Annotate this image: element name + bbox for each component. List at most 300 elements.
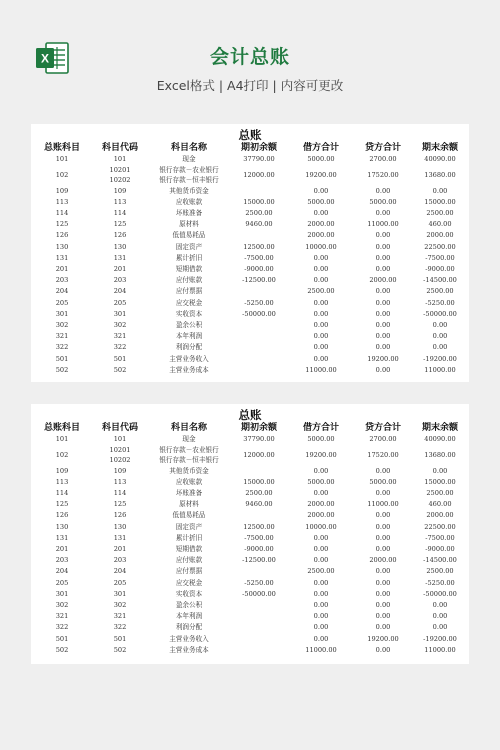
sub-account-name: 盈余公积 — [175, 321, 203, 330]
sub-account-name: 应交税金 — [175, 578, 203, 587]
closing-balance-cell: -7500.00 — [425, 253, 455, 262]
column-header-name: 科目名称 — [170, 423, 207, 433]
sub-account-name: 应收账款 — [175, 477, 203, 486]
credit-total-cell: 0.00 — [375, 332, 391, 341]
sub-account-name: 其他货币资金 — [169, 466, 209, 475]
code-cell — [91, 342, 149, 353]
name-cell — [149, 286, 229, 297]
debit-total-cell: 0.00 — [313, 612, 329, 621]
sub-account-name: 银行存款－农业银行 — [159, 166, 219, 175]
column-header-debit-total: 借方合计 — [302, 423, 339, 433]
code-cell — [91, 522, 149, 533]
debit-total-cell: 0.00 — [313, 556, 329, 565]
opening-balance-cell: 15000.00 — [243, 477, 275, 486]
name-cell — [149, 555, 229, 566]
sub-account-code: 201 — [113, 545, 127, 553]
debit-total-cell: 0.00 — [313, 321, 329, 330]
table-row — [33, 555, 467, 566]
name-cell — [149, 331, 229, 342]
name-cell — [149, 165, 229, 185]
account-cell: 113 — [55, 197, 69, 206]
sub-account-code: 10201 — [109, 446, 131, 455]
column-header-closing-balance: 期末余额 — [421, 423, 458, 433]
closing-balance-cell: -7500.00 — [425, 533, 455, 542]
name-cell — [149, 622, 229, 633]
account-cell: 302 — [55, 601, 69, 610]
name-cell — [149, 477, 229, 488]
opening-balance-cell — [229, 320, 289, 331]
column-header-account: 总账科目 — [43, 143, 80, 153]
sub-account-code: 101 — [113, 435, 127, 443]
name-cell — [149, 365, 229, 376]
table-row — [33, 165, 467, 185]
sub-account-code: 502 — [113, 645, 127, 654]
debit-total-cell: 2000.00 — [307, 220, 335, 229]
debit-total-cell: 10000.00 — [305, 242, 337, 251]
sub-account-name: 盈余公积 — [175, 601, 203, 610]
code-cell — [91, 634, 149, 645]
name-cell — [149, 566, 229, 577]
name-cell — [149, 275, 229, 286]
opening-balance-cell: -9000.00 — [244, 265, 274, 273]
sub-account-code: 131 — [113, 253, 127, 262]
sub-account-code: 502 — [113, 365, 127, 374]
credit-total-cell: 2700.00 — [369, 155, 397, 163]
table-row — [33, 445, 467, 465]
table-row — [33, 208, 467, 219]
credit-total-cell: 0.00 — [375, 645, 391, 654]
code-cell — [91, 589, 149, 600]
sub-account-name: 应付票据 — [175, 567, 203, 576]
sub-account-name: 低值易耗品 — [172, 511, 206, 520]
credit-total-cell: 0.00 — [375, 488, 391, 497]
sub-account-code: 501 — [113, 634, 127, 643]
name-cell — [149, 488, 229, 499]
credit-total-cell: 2700.00 — [369, 435, 397, 443]
code-cell — [91, 555, 149, 566]
account-cell: 201 — [55, 265, 69, 273]
opening-balance-cell: 9460.00 — [245, 220, 273, 229]
sub-account-name: 现金 — [182, 155, 196, 163]
closing-balance-cell: 2000.00 — [426, 511, 454, 520]
code-cell — [91, 622, 149, 633]
debit-total-cell: 2500.00 — [307, 567, 335, 576]
closing-balance-cell: 0.00 — [432, 332, 448, 341]
table-row — [33, 488, 467, 499]
opening-balance-cell — [229, 365, 289, 376]
credit-total-cell: 0.00 — [375, 343, 391, 352]
credit-total-cell: 0.00 — [375, 623, 391, 632]
code-cell — [91, 533, 149, 544]
table-row — [33, 354, 467, 365]
name-cell — [149, 589, 229, 600]
closing-balance-cell: 15000.00 — [424, 197, 456, 206]
sub-account-code: 201 — [113, 265, 127, 273]
sub-account-name: 现金 — [182, 435, 196, 443]
name-cell — [149, 434, 229, 445]
account-cell: 125 — [55, 500, 69, 509]
table-row — [33, 544, 467, 555]
debit-total-cell: 10000.00 — [305, 522, 337, 531]
debit-total-cell: 0.00 — [313, 589, 329, 598]
table-row — [33, 264, 467, 275]
account-cell: 131 — [55, 253, 69, 262]
sub-account-name: 银行存款－农业银行 — [159, 446, 219, 455]
sub-account-code: 109 — [113, 466, 127, 475]
closing-balance-cell: -50000.00 — [423, 309, 457, 318]
column-header-closing-balance: 期末余额 — [421, 143, 458, 153]
name-cell — [149, 320, 229, 331]
debit-total-cell: 0.00 — [313, 488, 329, 497]
name-cell — [149, 533, 229, 544]
sub-account-name: 累计折旧 — [175, 253, 203, 262]
account-cell: 204 — [55, 287, 69, 296]
sub-account-name: 应付账款 — [175, 556, 203, 565]
account-cell: 130 — [55, 522, 69, 531]
table-row — [33, 645, 467, 656]
column-header-opening-balance: 期初余额 — [240, 423, 277, 433]
code-cell — [91, 434, 149, 445]
code-cell — [91, 165, 149, 185]
opening-balance-cell — [229, 354, 289, 365]
opening-balance-cell — [229, 611, 289, 622]
closing-balance-cell: 40090.00 — [424, 435, 456, 443]
sub-account-code: 10202 — [109, 456, 131, 465]
opening-balance-cell — [229, 622, 289, 633]
name-cell — [149, 309, 229, 320]
code-cell — [91, 611, 149, 622]
sub-account-code: 10201 — [109, 166, 131, 175]
closing-balance-cell: 2500.00 — [426, 567, 454, 576]
closing-balance-cell: 0.00 — [432, 466, 448, 475]
sub-account-code: 301 — [113, 309, 127, 318]
name-cell — [149, 466, 229, 477]
opening-balance-cell: -7500.00 — [244, 253, 274, 262]
name-cell — [149, 645, 229, 656]
sub-account-name: 银行存款－恒丰银行 — [159, 456, 219, 465]
code-cell — [91, 477, 149, 488]
closing-balance-cell: 460.00 — [428, 500, 452, 509]
closing-balance-cell: 2000.00 — [426, 231, 454, 240]
debit-total-cell: 0.00 — [313, 253, 329, 262]
credit-total-cell: 0.00 — [375, 601, 391, 610]
opening-balance-cell: -5250.00 — [244, 298, 274, 307]
account-cell: 301 — [55, 589, 69, 598]
table-row — [33, 298, 467, 309]
sub-account-name: 主营业务收入 — [169, 354, 209, 363]
table-row — [33, 186, 467, 197]
closing-balance-cell: -14500.00 — [423, 276, 457, 285]
opening-balance-cell: 9460.00 — [245, 500, 273, 509]
opening-balance-cell: 12500.00 — [243, 522, 275, 531]
column-header-opening-balance: 期初余额 — [240, 143, 277, 153]
code-cell — [91, 219, 149, 230]
sub-account-code: 321 — [113, 332, 127, 341]
debit-total-cell: 0.00 — [313, 578, 329, 587]
debit-total-cell: 0.00 — [313, 276, 329, 285]
sub-account-name: 主营业务收入 — [169, 634, 209, 643]
name-cell — [149, 342, 229, 353]
credit-total-cell: 0.00 — [375, 466, 391, 475]
opening-balance-cell: 12000.00 — [243, 450, 275, 459]
sub-account-code: 321 — [113, 612, 127, 621]
closing-balance-cell: 22500.00 — [424, 242, 456, 251]
code-cell — [91, 298, 149, 309]
debit-total-cell: 11000.00 — [305, 645, 337, 654]
opening-balance-cell — [229, 566, 289, 577]
name-cell — [149, 154, 229, 165]
sub-account-code: 114 — [113, 488, 127, 497]
sub-account-name: 短期借款 — [175, 265, 203, 273]
closing-balance-cell: 11000.00 — [424, 645, 456, 654]
name-cell — [149, 354, 229, 365]
sub-account-name: 实收资本 — [175, 589, 203, 598]
column-header-code: 科目代码 — [101, 143, 138, 153]
sub-account-name: 固定资产 — [175, 242, 203, 251]
closing-balance-cell: 0.00 — [432, 186, 448, 195]
code-cell — [91, 499, 149, 510]
sub-account-code: 204 — [113, 567, 127, 576]
name-cell — [149, 445, 229, 465]
code-cell — [91, 286, 149, 297]
closing-balance-cell: 0.00 — [432, 612, 448, 621]
table-header-row — [33, 142, 467, 154]
credit-total-cell: 0.00 — [375, 545, 391, 553]
debit-total-cell: 0.00 — [313, 634, 329, 643]
opening-balance-cell: -5250.00 — [244, 578, 274, 587]
ledger-sheet-2 — [31, 404, 469, 664]
account-cell: 203 — [55, 556, 69, 565]
table-row — [33, 309, 467, 320]
debit-total-cell: 5000.00 — [307, 477, 335, 486]
account-cell: 102 — [55, 170, 69, 179]
table-row — [33, 634, 467, 645]
sub-account-code: 125 — [113, 500, 127, 509]
account-cell: 501 — [55, 634, 69, 643]
account-cell: 201 — [55, 545, 69, 553]
debit-total-cell: 0.00 — [313, 466, 329, 475]
sub-account-code: 322 — [113, 343, 127, 352]
sub-account-name: 本年利润 — [175, 612, 203, 621]
debit-total-cell: 0.00 — [313, 533, 329, 542]
debit-total-cell: 19200.00 — [305, 450, 337, 459]
account-cell: 322 — [55, 623, 69, 632]
sub-account-code: 113 — [113, 477, 127, 486]
sheet-title: 总账 — [238, 408, 262, 422]
closing-balance-cell: -9000.00 — [425, 265, 455, 273]
table-row — [33, 219, 467, 230]
table-row — [33, 230, 467, 241]
sub-account-name: 坏账准备 — [175, 488, 203, 497]
debit-total-cell: 0.00 — [313, 623, 329, 632]
svg-text:X: X — [40, 51, 50, 66]
table-row — [33, 466, 467, 477]
closing-balance-cell: -14500.00 — [423, 556, 457, 565]
sub-account-code: 302 — [113, 601, 127, 610]
table-row — [33, 622, 467, 633]
table-row — [33, 197, 467, 208]
name-cell — [149, 219, 229, 230]
debit-total-cell: 0.00 — [313, 309, 329, 318]
closing-balance-cell: -5250.00 — [425, 578, 455, 587]
sub-account-code: 126 — [113, 231, 127, 240]
code-cell — [91, 230, 149, 241]
table-row — [33, 242, 467, 253]
sub-account-code: 205 — [113, 298, 127, 307]
opening-balance-cell — [229, 645, 289, 656]
sub-account-name: 利润分配 — [175, 343, 203, 352]
name-cell — [149, 264, 229, 275]
account-cell: 302 — [55, 321, 69, 330]
sub-account-code: 10202 — [109, 176, 131, 185]
credit-total-cell: 0.00 — [375, 208, 391, 217]
credit-total-cell: 0.00 — [375, 589, 391, 598]
table-row — [33, 611, 467, 622]
debit-total-cell: 0.00 — [313, 354, 329, 363]
code-cell — [91, 264, 149, 275]
sub-account-name: 其他货币资金 — [169, 186, 209, 195]
closing-balance-cell: -5250.00 — [425, 298, 455, 307]
credit-total-cell: 0.00 — [375, 309, 391, 318]
code-cell — [91, 154, 149, 165]
code-cell — [91, 320, 149, 331]
opening-balance-cell — [229, 230, 289, 241]
code-cell — [91, 600, 149, 611]
sub-account-name: 累计折旧 — [175, 533, 203, 542]
table-row — [33, 154, 467, 165]
account-cell: 114 — [55, 208, 69, 217]
name-cell — [149, 230, 229, 241]
credit-total-cell: 5000.00 — [369, 477, 397, 486]
sub-account-code: 301 — [113, 589, 127, 598]
opening-balance-cell: -12500.00 — [242, 276, 276, 285]
name-cell — [149, 242, 229, 253]
table-row — [33, 365, 467, 376]
account-cell: 102 — [55, 450, 69, 459]
table-row — [33, 434, 467, 445]
debit-total-cell: 5000.00 — [307, 197, 335, 206]
opening-balance-cell: -50000.00 — [242, 589, 276, 598]
closing-balance-cell: 15000.00 — [424, 477, 456, 486]
sub-account-code: 501 — [113, 354, 127, 363]
ledger-sheet-1 — [31, 124, 469, 382]
code-cell — [91, 488, 149, 499]
sub-account-name: 原材料 — [179, 500, 199, 509]
closing-balance-cell: 2500.00 — [426, 488, 454, 497]
account-cell: 502 — [55, 365, 69, 374]
sub-account-code: 204 — [113, 287, 127, 296]
closing-balance-cell: -50000.00 — [423, 589, 457, 598]
code-cell — [91, 445, 149, 465]
sheet-title: 总账 — [238, 128, 262, 142]
opening-balance-cell: 37790.00 — [243, 155, 275, 163]
name-cell — [149, 197, 229, 208]
opening-balance-cell — [229, 186, 289, 197]
sub-account-code: 113 — [113, 197, 127, 206]
table-row — [33, 522, 467, 533]
credit-total-cell: 0.00 — [375, 298, 391, 307]
debit-total-cell: 11000.00 — [305, 365, 337, 374]
closing-balance-cell: 2500.00 — [426, 208, 454, 217]
opening-balance-cell: -9000.00 — [244, 545, 274, 553]
code-cell — [91, 510, 149, 521]
page-title: 会计总账 — [209, 46, 290, 68]
credit-total-cell: 11000.00 — [367, 500, 399, 509]
name-cell — [149, 208, 229, 219]
sub-account-code: 109 — [113, 186, 127, 195]
credit-total-cell: 0.00 — [375, 578, 391, 587]
table-row — [33, 320, 467, 331]
table-row — [33, 477, 467, 488]
sub-account-code: 125 — [113, 220, 127, 229]
credit-total-cell: 19200.00 — [367, 354, 399, 363]
debit-total-cell: 5000.00 — [307, 435, 335, 443]
column-header-name: 科目名称 — [170, 143, 207, 153]
sub-account-name: 银行存款－恒丰银行 — [159, 176, 219, 185]
account-cell: 114 — [55, 488, 69, 497]
credit-total-cell: 0.00 — [375, 186, 391, 195]
name-cell — [149, 186, 229, 197]
closing-balance-cell: 0.00 — [432, 623, 448, 632]
account-cell: 301 — [55, 309, 69, 318]
credit-total-cell: 0.00 — [375, 511, 391, 520]
column-header-code: 科目代码 — [101, 423, 138, 433]
ledger-table — [33, 142, 467, 376]
sub-account-name: 应付票据 — [175, 287, 203, 296]
account-cell: 322 — [55, 343, 69, 352]
opening-balance-cell — [229, 634, 289, 645]
name-cell — [149, 499, 229, 510]
debit-total-cell: 2500.00 — [307, 287, 335, 296]
sub-account-name: 实收资本 — [175, 309, 203, 318]
code-cell — [91, 208, 149, 219]
table-row — [33, 566, 467, 577]
opening-balance-cell: 2500.00 — [245, 208, 273, 217]
code-cell — [91, 242, 149, 253]
opening-balance-cell — [229, 600, 289, 611]
table-body — [33, 434, 467, 656]
account-cell: 109 — [55, 186, 69, 195]
column-header-debit-total: 借方合计 — [302, 143, 339, 153]
credit-total-cell: 2000.00 — [369, 276, 397, 285]
sub-account-name: 固定资产 — [175, 522, 203, 531]
account-cell: 101 — [55, 155, 69, 163]
sub-account-code: 203 — [113, 276, 127, 285]
sub-account-name: 主营业务成本 — [169, 365, 209, 374]
name-cell — [149, 298, 229, 309]
closing-balance-cell: 0.00 — [432, 343, 448, 352]
table-row — [33, 533, 467, 544]
credit-total-cell: 11000.00 — [367, 220, 399, 229]
sub-account-code: 101 — [113, 155, 127, 163]
name-cell — [149, 634, 229, 645]
sub-account-name: 低值易耗品 — [172, 231, 206, 240]
account-cell: 321 — [55, 612, 69, 621]
sub-account-name: 利润分配 — [175, 623, 203, 632]
table-row — [33, 275, 467, 286]
table-row — [33, 589, 467, 600]
name-cell — [149, 578, 229, 589]
debit-total-cell: 0.00 — [313, 545, 329, 553]
opening-balance-cell: 2500.00 — [245, 488, 273, 497]
code-cell — [91, 544, 149, 555]
account-cell: 126 — [55, 511, 69, 520]
account-cell: 204 — [55, 567, 69, 576]
opening-balance-cell — [229, 331, 289, 342]
code-cell — [91, 197, 149, 208]
name-cell — [149, 522, 229, 533]
table-row — [33, 600, 467, 611]
